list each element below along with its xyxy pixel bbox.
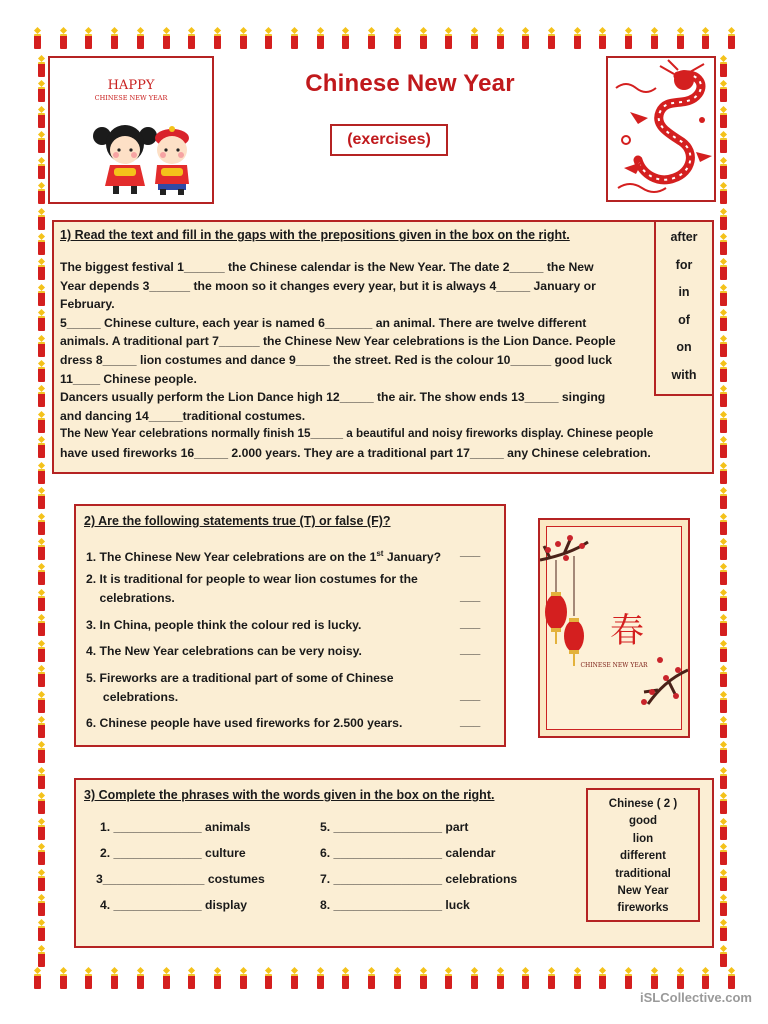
- firecracker-icon: [36, 590, 46, 610]
- firecracker-icon: [36, 361, 46, 381]
- firecracker-icon: [718, 666, 728, 686]
- firecracker-icon: [718, 361, 728, 381]
- firecracker-icon: [443, 28, 453, 48]
- firecracker-icon: [32, 968, 42, 988]
- page-title: Chinese New Year: [305, 70, 515, 97]
- firecracker-icon: [718, 285, 728, 305]
- word-item: after: [670, 230, 698, 244]
- firecracker-icon: [718, 768, 728, 788]
- firecracker-icon: [109, 968, 119, 988]
- firecracker-icon: [36, 386, 46, 406]
- phrase-item: 7. ________________ celebrations: [320, 872, 518, 886]
- firecracker-icon: [36, 870, 46, 890]
- firecracker-icon: [649, 968, 659, 988]
- page-subtitle: (exercises): [330, 124, 448, 156]
- firecracker-icon: [718, 437, 728, 457]
- firecracker-icon: [36, 564, 46, 584]
- firecracker-icon: [36, 666, 46, 686]
- firecracker-icon: [726, 968, 736, 988]
- firecracker-icon: [718, 463, 728, 483]
- exercise-1-box: [52, 220, 714, 474]
- firecracker-icon: [726, 28, 736, 48]
- firecracker-icon: [418, 28, 428, 48]
- exercise-1-heading: 1) Read the text and fill in the gaps with the prepositions given in the box on the right.: [60, 228, 570, 242]
- phrases-word-box: [586, 788, 700, 922]
- firecracker-icon: [392, 968, 402, 988]
- firecracker-icon: [718, 895, 728, 915]
- firecracker-icon: [718, 844, 728, 864]
- dragon-picture: [606, 56, 716, 202]
- statement-text: 1. The Chinese New Year celebrations are on the 1st January?: [86, 549, 442, 565]
- firecracker-icon: [289, 968, 299, 988]
- firecracker-icon: [418, 968, 428, 988]
- firecracker-icon: [238, 968, 248, 988]
- kids-illustration: [50, 58, 216, 206]
- answer-blank[interactable]: ___: [460, 544, 481, 558]
- firecracker-icon: [36, 158, 46, 178]
- text-line: dress 8_____ lion costumes and dance 9_____ the street. Red is the colour 10______ good luck: [60, 352, 613, 367]
- firecracker-icon: [597, 28, 607, 48]
- firecracker-icon: [36, 209, 46, 229]
- firecracker-icon: [495, 968, 505, 988]
- firecracker-icon: [36, 844, 46, 864]
- firecracker-icon: [36, 615, 46, 635]
- firecracker-icon: [718, 336, 728, 356]
- firecracker-icon: [572, 28, 582, 48]
- exercise-3-heading: 3) Complete the phrases with the words given in the box on the right.: [84, 788, 495, 802]
- word-item: of: [678, 312, 690, 327]
- firecracker-icon: [36, 692, 46, 712]
- firecracker-icon: [366, 28, 376, 48]
- lanterns-blossom-illustration: [540, 520, 688, 736]
- firecracker-icon: [718, 183, 728, 203]
- firecracker-icon: [718, 946, 728, 966]
- firecracker-icon: [36, 920, 46, 940]
- firecracker-icon: [718, 641, 728, 661]
- text-line: The New Year celebrations normally finish 15_____ a beautiful and noisy fireworks display. Chinese people: [60, 427, 654, 441]
- phrase-item: 2. _____________ culture: [100, 846, 246, 860]
- firecracker-icon: [36, 946, 46, 966]
- answer-blank[interactable]: ___: [460, 642, 481, 656]
- answer-blank[interactable]: ___: [460, 714, 481, 728]
- firecracker-icon: [36, 132, 46, 152]
- text-line: Year depends 3______ the moon so it changes every year, but it is always 4_____ January or: [60, 278, 596, 293]
- firecracker-border-bottom: [32, 968, 736, 992]
- word-item: different: [620, 850, 666, 863]
- phrase-item: 3_______________ costumes: [96, 872, 265, 886]
- statement-text: 4. The New Year celebrations can be very noisy.: [86, 644, 362, 658]
- firecracker-icon: [340, 968, 350, 988]
- firecracker-icon: [36, 234, 46, 254]
- text-line: Dancers usually perform the Lion Dance high 12_____ the air. The show ends 13_____ singing: [60, 390, 606, 405]
- firecracker-icon: [597, 968, 607, 988]
- word-item: for: [675, 257, 693, 272]
- firecracker-icon: [36, 514, 46, 534]
- firecracker-icon: [718, 590, 728, 610]
- firecracker-icon: [289, 28, 299, 48]
- firecracker-icon: [718, 81, 728, 101]
- firecracker-icon: [36, 488, 46, 508]
- firecracker-icon: [36, 641, 46, 661]
- firecracker-icon: [109, 28, 119, 48]
- firecracker-icon: [718, 310, 728, 330]
- firecracker-icon: [520, 968, 530, 988]
- firecracker-icon: [36, 81, 46, 101]
- firecracker-icon: [161, 968, 171, 988]
- happy-new-year-kids-picture: [48, 56, 214, 204]
- phrase-item: 6. ________________ calendar: [320, 846, 496, 860]
- firecracker-icon: [36, 463, 46, 483]
- text-line: and dancing 14_____traditional costumes.: [60, 408, 306, 423]
- word-item: fireworks: [617, 902, 669, 915]
- firecracker-icon: [469, 28, 479, 48]
- firecracker-icon: [36, 742, 46, 762]
- firecracker-icon: [718, 819, 728, 839]
- firecracker-icon: [718, 564, 728, 584]
- firecracker-icon: [83, 28, 93, 48]
- firecracker-icon: [36, 183, 46, 203]
- firecracker-icon: [623, 28, 633, 48]
- firecracker-icon: [675, 28, 685, 48]
- firecracker-icon: [366, 968, 376, 988]
- statement-text: 6. Chinese people have used fireworks for 2.500 years.: [86, 716, 403, 730]
- word-item: with: [671, 367, 697, 382]
- word-item: Chinese ( 2 ): [608, 798, 678, 810]
- firecracker-icon: [718, 56, 728, 76]
- prepositions-word-box: [654, 220, 714, 396]
- firecracker-icon: [36, 259, 46, 279]
- firecracker-icon: [212, 28, 222, 48]
- firecracker-icon: [58, 28, 68, 48]
- word-item: New Year: [617, 885, 669, 898]
- firecracker-icon: [36, 412, 46, 432]
- firecracker-icon: [675, 968, 685, 988]
- dragon-illustration: [608, 58, 714, 200]
- word-item: in: [678, 285, 690, 299]
- firecracker-icon: [718, 209, 728, 229]
- firecracker-icon: [36, 285, 46, 305]
- firecracker-icon: [718, 539, 728, 559]
- firecracker-icon: [718, 386, 728, 406]
- card-cny-label: CHINESE NEW YEAR: [580, 662, 648, 669]
- firecracker-border-right: [718, 56, 732, 966]
- firecracker-icon: [32, 28, 42, 48]
- firecracker-icon: [495, 28, 505, 48]
- firecracker-icon: [186, 968, 196, 988]
- text-line: animals. A traditional part 7______ the Chinese New Year celebrations is the Lion Dance. People: [60, 334, 616, 349]
- text-line: 11____ Chinese people.: [60, 371, 197, 386]
- card-happy-text: HAPPY: [107, 78, 155, 93]
- word-item: traditional: [615, 867, 671, 880]
- firecracker-icon: [36, 793, 46, 813]
- statement-text: 3. In China, people think the colour red is lucky.: [86, 618, 362, 632]
- firecracker-icon: [392, 28, 402, 48]
- firecracker-icon: [36, 895, 46, 915]
- text-line: February.: [60, 297, 115, 312]
- firecracker-icon: [36, 310, 46, 330]
- statement-text: 5. Fireworks are a traditional part of some of Chinese celebrations.: [86, 671, 394, 704]
- firecracker-icon: [58, 968, 68, 988]
- firecracker-icon: [718, 132, 728, 152]
- answer-blank[interactable]: ___: [460, 616, 481, 630]
- firecracker-icon: [212, 968, 222, 988]
- firecracker-icon: [718, 107, 728, 127]
- firecracker-icon: [238, 28, 248, 48]
- firecracker-border-top: [32, 28, 736, 52]
- firecracker-icon: [135, 28, 145, 48]
- firecracker-icon: [36, 336, 46, 356]
- word-item: on: [676, 340, 692, 354]
- text-line: have used fireworks 16_____ 2.000 years. They are a traditional part 17_____ any Chinese celebration.: [60, 445, 651, 460]
- phrase-item: 8. ________________ luck: [320, 898, 470, 912]
- firecracker-icon: [718, 920, 728, 940]
- firecracker-icon: [36, 717, 46, 737]
- firecracker-icon: [718, 158, 728, 178]
- firecracker-icon: [36, 437, 46, 457]
- firecracker-icon: [623, 968, 633, 988]
- firecracker-icon: [649, 28, 659, 48]
- answer-blank[interactable]: ___: [460, 688, 481, 702]
- firecracker-icon: [718, 692, 728, 712]
- firecracker-icon: [718, 259, 728, 279]
- firecracker-icon: [718, 793, 728, 813]
- firecracker-icon: [700, 968, 710, 988]
- firecracker-icon: [161, 28, 171, 48]
- firecracker-icon: [263, 968, 273, 988]
- watermark-text: iSLCollective.com: [640, 990, 752, 1005]
- chinese-new-year-card-picture: [538, 518, 690, 738]
- firecracker-icon: [263, 28, 273, 48]
- svg-text:春: 春: [610, 611, 644, 651]
- firecracker-icon: [186, 28, 196, 48]
- firecracker-icon: [700, 28, 710, 48]
- firecracker-icon: [718, 412, 728, 432]
- phrase-item: 5. ________________ part: [320, 820, 469, 834]
- firecracker-icon: [718, 742, 728, 762]
- phrases-column-left: [96, 814, 265, 918]
- firecracker-icon: [718, 870, 728, 890]
- firecracker-icon: [718, 488, 728, 508]
- firecracker-icon: [83, 968, 93, 988]
- firecracker-icon: [443, 968, 453, 988]
- firecracker-icon: [718, 234, 728, 254]
- firecracker-icon: [340, 28, 350, 48]
- card-cny-text: CHINESE NEW YEAR: [94, 94, 168, 102]
- firecracker-icon: [718, 717, 728, 737]
- word-item: lion: [632, 832, 654, 845]
- firecracker-icon: [135, 968, 145, 988]
- answer-blank[interactable]: ___: [460, 589, 481, 603]
- firecracker-icon: [718, 615, 728, 635]
- firecracker-icon: [520, 28, 530, 48]
- firecracker-icon: [315, 28, 325, 48]
- phrase-item: 1. _____________ animals: [100, 820, 251, 834]
- phrase-item: 4. _____________ display: [100, 898, 248, 912]
- phrases-column-right: [320, 814, 517, 918]
- firecracker-icon: [546, 968, 556, 988]
- statement-text: 2. It is traditional for people to wear lion costumes for the celebrations.: [86, 572, 418, 605]
- text-line: The biggest festival 1______ the Chinese calendar is the New Year. The date 2_____ the New: [60, 260, 594, 274]
- exercise-2-heading: 2) Are the following statements true (T) or false (F)?: [84, 514, 391, 528]
- firecracker-icon: [469, 968, 479, 988]
- firecracker-icon: [572, 968, 582, 988]
- firecracker-icon: [36, 107, 46, 127]
- text-line: 5_____ Chinese culture, each year is named 6_______ an animal. There are twelve different: [60, 315, 587, 330]
- exercise-1-text: [60, 258, 652, 463]
- firecracker-icon: [36, 819, 46, 839]
- firecracker-icon: [36, 539, 46, 559]
- firecracker-icon: [315, 968, 325, 988]
- firecracker-icon: [36, 768, 46, 788]
- firecracker-icon: [546, 28, 556, 48]
- firecracker-icon: [36, 56, 46, 76]
- firecracker-icon: [718, 514, 728, 534]
- word-item: good: [628, 815, 658, 828]
- exercise-2-box: [74, 504, 506, 747]
